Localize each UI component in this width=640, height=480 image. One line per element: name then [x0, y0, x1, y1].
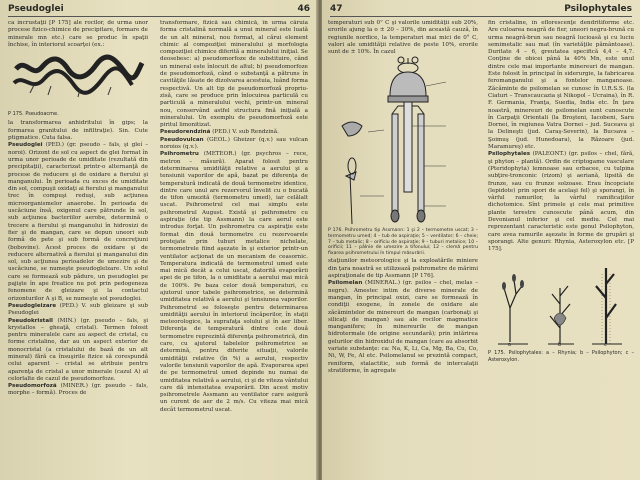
entry-text: (MINERAL.) (gr. psilos – chel, melas – negru). Amestec intim de diverse minerale de mangan, în principal oxizi, care se formează în condiţii exogene, în zonele de oxidare ale zăcămintelor de minereuri de mangan (carbonaţi şi silicaţi de mangan) sau ale rocilor magmatice manganifere; în minereurile de mangan hidrotermale (de origine secundară); prin intărirea gelurilor din hidroxidul de mangan (care au absorbit variate substanţe: ca: Na, K, Li, Ca, Mg, Ba, Cu, Co, Ni, W, Fe, Al etc. Psilomelanul se prezintă compact, reniform, stalactitic, sub formă de intercalaţii stratiforme, în agregate [328, 280, 478, 374]
paragraph: la transformarea anhidritului în gips; la formarea granitului de infiltraţie). Sin. Cute ptigmatice. Cuta falsa. [8, 120, 148, 142]
header-rule [330, 16, 632, 17]
right-page-header [330, 4, 632, 16]
pseudoacme-illustration [8, 49, 148, 111]
figure-label-b: b [558, 341, 562, 348]
figure-caption: P 175. Pseudoacme. [8, 111, 59, 118]
right-page [322, 0, 640, 480]
entry-text: (MIN.) (gr. pseudo – fals, şi krystallos – gheaţă, cristal). Termen folosit pentru mineralele care au aspect de cristal, cu forme cristaline, dar au un aspect exterior de monocristal (a cristalului de bază de un alt mineral) fără ca însuşirile fizice să corespundă celui aparent – cristal se atribuie pentru aparenţa de cristal a unor minerale (cazul A) al celorlalte de cazul de pseudomorfoze. [8, 317, 148, 382]
figure-psychrometer [328, 56, 478, 228]
entry-term: Pseudovulcan [160, 136, 204, 143]
header-rule [8, 16, 310, 17]
entry-text: (PED.) V. sub gleizare şi sub Pseudoglei [8, 302, 148, 317]
entry-term: Psilomelan [328, 280, 363, 287]
right-page-column-1 [328, 20, 478, 480]
entry-text: (PALEONT.) (gr. psilos – chel, fără, şi phyton – plantă). Ordin de criptogame vasculare (Pteridophyta) lemnoase sau erbacee, cu tulpina subţire-tronconic (rizom) şi aeriană, lipsită de frunze, sau cu frunze solzoase. Erau încopciate (lepidote) prin spori de acelaşi fel) şi sporangi, în vârful ramurilor, la vârful ramificaţiilor dichotomice. Sînt primele şi cele mai primitive plante terestre cunoscute până acum, din Devonianul inferior şi cel mediu. Cel mai reprezentant caracteristic este genul Psilophyton, care avea ramurile aşezate în forme de grupări şi sporangi. Alte genuri: Rhynia, Asteroxylon etc. [P 175]. [488, 151, 634, 253]
left-page-column-2 [160, 20, 308, 480]
entry [160, 151, 308, 414]
entry [8, 318, 148, 384]
figure-caption: P 175. Psilophytales: a – Rhynia; b – Psilophyton; c – Asteroxylon. [488, 349, 634, 363]
paragraph: ca incrustaţii [P 175] ale rocilor, de urma unor procese fizico-chimice de precipitare, formare de minerale mn etc.) care se produc în spaţii închise, în interiorul scoarţei (ex.: [8, 20, 148, 48]
left-page-header [8, 4, 310, 16]
entry-term: Pseudokristall [8, 317, 53, 324]
entry [8, 142, 148, 303]
entry-text: (MINER.) (gr. pseudo – fals, morphe – formă). Proces de [8, 383, 148, 397]
figure-label-c: c [604, 341, 607, 348]
entry [160, 137, 308, 152]
entry [488, 151, 634, 253]
entry-text: (METEOR.) (gr. psychros – rece, metron – măsură). Aparat folosit pentru determinarea umidităţii relative a aerului şi a tensiunii vaporilor de apă, bazat pe diferenţa de temperatură indicată de două termometre identice, dintre care unul are rezervorul învelit cu o bucată de tifon umezită (termometru umed), iar celălalt uscat. Psihrometrul cel mai simplu este psihrometrul August. Există şi psihrometre cu aspiraţie (de tip Assmann) la care aerul este introdus forţat. Un psihrometru cu aspiraţie este format din două termometre cu rezervoarele protejate prin tuburi metalice nichelate, termometrele fiind aşezate în şi exterior printr-un ventilator acţionat de un mecanism de ceasornic. Temperatura indicată de termometrul umed este mai mică decât a celui uscat, datorită evaporării apei de pe tifon, la o umiditate a aerului mai mică de 100%. Pe baza celor două temperaturi, cu ajutorul unor tabele psihrometrice, se determină umiditatea relativă a aerului şi tensiunea vaporilor. Psihrometrul se foloseşte pentru determinarea umidităţii aerului în interiorul încăperilor, în staţii meteorologice, la suprafaţa solului şi în aer liber. Diferenţa de temperatură dintre cele două termometre reprezintă diferenţa psihrometrică, din care, cu ajutorul tabelelor psihrometrice se determină, pentru diferite situaţii, valorile umidităţii relative (în %) a aerului, respectiv valorile tensiunii vaporilor de apă. Evaporarea apei de pe termometrul umed depinde nu numai de umiditatea relativă a aerului, ci şi de viteza vântului care dă intensitatea evaporării. Din acest motiv psihrometrele Assmann au ventilator care asigură un curent de aer de 2 m/s. Cu viteza mai mică decât termometrul uscat. [160, 151, 308, 413]
entry-term: Pseudoglei [8, 142, 43, 149]
entry-text: (GEOL.) Gheizer (q.v.) sau vulcan noroios (q.v.). [160, 136, 308, 151]
entry-term: Pseudomorfoză [8, 383, 57, 390]
entry-term: Psihrometru [160, 151, 199, 158]
paragraph: staţiunilor meteorologice şi la exploatările miniere din ţara noastră se utilizează psihrometre de mărimi aspiraţionale de tip Assmann [P 176]. [328, 258, 478, 280]
right-page-column-2 [488, 20, 634, 480]
figure-psilophytales [488, 258, 634, 350]
assmann-psychrometer-illustration [328, 56, 478, 228]
left-page [0, 0, 318, 480]
running-head-right: Psilophytales [564, 4, 632, 14]
entry-term: Pseudogleizare [8, 302, 57, 309]
figure-pseudoacme [8, 49, 148, 111]
left-page-column-1 [8, 20, 148, 480]
figure-label-a: a [508, 341, 512, 348]
entry-term: Pseudorendzină [160, 129, 211, 136]
psilophytales-illustration [488, 258, 634, 350]
entry-term: Psilophytales [488, 151, 531, 158]
paragraph: fin cristaline, în eflorescenţe dendritiforme etc. Are culoarea neagră de fier, uneori negru-brună cu urma neagră-brun sau neagră lucioasă şi cu luciu semimetalic sau mat (în varietăţile pământoase). Duritate 4 – 6, greutatea specifică 4,4 – 4,7. Conţine de obicei până la 40% Mn, este unul dintre cele mai importante minereuri de mangan. Este folosit în principal în siderurgie, la fabricarea feromanganului şi a fontelor manganoase. Zăcăminte de psilomelan se cunosc în U.R.S.S. (la Ciaturi – Transcaucazia şi Nikopol – Ucraina), în R. F. Germania, Franţa, Suedia, India etc. În ţara noastră, minereuri de psilomelan sunt cunoscute în Carpaţii Orientali (la Broşteni, Iacobeni, Saru Dornei, în regiunea Vatra Dornei – jud. Suceava şi la Delineşti (jud. Caraş-Severin), la Bucsava – Şoimuş (jud. Hunedoara), la Răzoare (jud. Maramureş) etc. [488, 20, 634, 151]
page-number-right: 47 [330, 4, 343, 14]
page-number-left: 46 [297, 4, 310, 14]
figure-caption: P 176. Psihrometru tip Assmann: 1 şi 2 – termometre uscat; 3 – termometru umed; 4 – tub de aspiraţie; 5 – ventilator; 6 – cheie; 7 – tub metalic; 8 – orificiu de aspiraţie; 9 – tuburi metalice; 10 – orificii; 11 – pâlnie de umezire a tifonului; 12 – clemă pentru fixarea psihrometrului în timpul măsurării. [328, 228, 478, 256]
entry-text: (PED.) V. sub Rendzină. [212, 129, 279, 136]
entry-text: (PED.) (gr. pseudo – fals, şi gleí – noroi). Orizont de sol cu aspect de glei format în urma unor perioade de umiditate (rezultată din precipitaţii), caracterizat printr-o alternanţă de procese de reducere şi de oxidare a fierului şi manganului. În perioada cu exces de umiditate din sol, compuşii oxidaţi ai fierului şi manganului trec în compuşi reduşi, sub acţiunea microorganismelor anaerobe. În perioada de uscăciune însă, oxigenul care pătrunde în sol, sub acţiunea bacteriilor aerobe, determină o trecere a fierului şi manganului în hidroxizi de fier şi de mangan, care se depun uneori sub formă de pete şi sub formă de concreţiuni (bobovine). Acest proces de oxidare şi de reducere alternativă a fierului şi manganului din sol, sub acţiunea perioadelor de umezire şi de uscăciune, se numeşte pseudoglelzare. Un solul care se formează sub pădure, un pseudoglei pe pajişte în ape freatice nu pot prin pedogeneza fenomene de gleizare şi la contactul orizonturilor A şi B, se numeşte sol pseudoglei. [8, 142, 148, 302]
entry [160, 129, 308, 136]
paragraph: transformare, fizică sau chimică, în urma căruia forma cristalină normală a unui mineral este luată de un alt mineral, nou format, al cărui element chimic al compoziţiei mineralului şi morfologia compoziţiei chimice diferită a mineralului iniţial. Se deosebesc: a) pseudomorfoze de substituire, când un mineral este înlocuit de altul; b) pseudomorfoze de pseudomorfoză, când o substanţă a pătruns în cavităţile lăsate de dizolvarea acestuia, luând forma respectivă. Un alt tip de pseudomorfoză propriu-zisă, care se produce prin înlocuirea particulă cu particulă a mineralului vechi, printr-un mineral nou, conservând astfel structura fină iniţială a mineralului. Un exemplu de pseudomorfoză este piritul limonitizat. [160, 20, 308, 129]
entry [8, 383, 148, 398]
entry [328, 280, 478, 375]
entry [8, 303, 148, 318]
running-head-left: Pseudoglei [8, 4, 64, 14]
paragraph: temperaturi sub 0° C şi valorile umidităţii sub 20%, erorile ajung la o ± 20 – 30%, din această cauză, în regiunile nordice, la temperaturi mai mici de 0° C, valori ale umidităţii relative de peste 10%, erorile sunt de ± 10%. În cazul [328, 20, 478, 56]
